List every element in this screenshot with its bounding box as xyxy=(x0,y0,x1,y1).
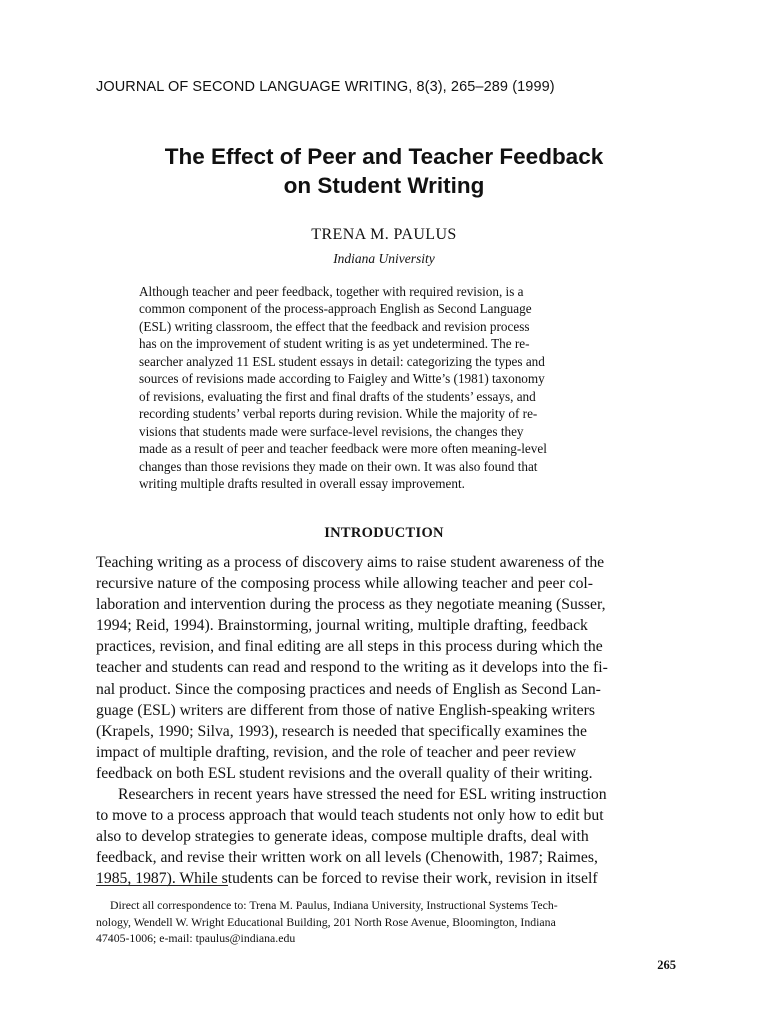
title-line: The Effect of Peer and Teacher Feedback xyxy=(164,144,604,169)
author-name: TRENA M. PAULUS xyxy=(311,226,457,243)
introduction-body xyxy=(96,552,673,890)
body-line: (Krapels, 1990; Silva, 1993), research is needed that specifically examines the xyxy=(96,722,587,740)
footnote-line: 47405-1006; e-mail: tpaulus@indiana.edu xyxy=(96,931,296,945)
abstract-line: searcher analyzed 11 ESL student essays in detail: categorizing the types and xyxy=(139,353,545,369)
body-line: Teaching writing as a process of discovery aims to raise student awareness of the xyxy=(96,554,605,571)
body-line: recursive nature of the composing process while allowing teacher and peer col- xyxy=(96,575,594,593)
body-line: practices, revision, and final editing are all steps in this process during which the xyxy=(96,638,603,656)
abstract-line: changes than those revisions they made on their own. It was also found that xyxy=(139,458,538,474)
body-line: 1994; Reid, 1994). Brainstorming, journal writing, multiple drafting, feedback xyxy=(96,617,588,635)
title-line: on Student Writing xyxy=(283,173,485,198)
author-affiliation: Indiana University xyxy=(333,251,435,266)
body-line: guage (ESL) writers are different from those of native English-speaking writers xyxy=(96,701,595,719)
abstract-line: made as a result of peer and teacher feedback were more often meaning-level xyxy=(139,441,547,457)
body-line: also to develop strategies to generate ideas, compose multiple drafts, deal with xyxy=(96,828,589,846)
abstract-line: of revisions, evaluating the first and final drafts of the students’ essays, and xyxy=(139,388,536,404)
abstract-line: recording students’ verbal reports during revision. While the majority of re- xyxy=(139,406,538,422)
footnote-line: nology, Wendell W. Wright Educational Building, 201 North Rose Avenue, Bloomington, Indiana xyxy=(96,914,556,929)
footnote-line: Direct all correspondence to: Trena M. Paulus, Indiana University, Instructional Systems Tech- xyxy=(110,898,558,912)
section-heading-introduction: INTRODUCTION xyxy=(324,525,444,541)
abstract xyxy=(139,283,637,492)
body-line: 1985, 1987). While students can be forced to revise their work, revision in itself xyxy=(96,870,598,888)
correspondence-footnote xyxy=(96,897,674,947)
body-line: impact of multiple drafting, revision, and the role of teacher and peer review xyxy=(96,743,577,761)
abstract-line: has on the improvement of student writing is as yet undetermined. The re- xyxy=(139,336,530,352)
abstract-line: Although teacher and peer feedback, together with required revision, is a xyxy=(139,284,524,299)
footnote-divider xyxy=(96,885,228,886)
body-line: feedback on both ESL student revisions and the overall quality of their writing. xyxy=(96,764,593,782)
abstract-line: (ESL) writing classroom, the effect that the feedback and revision process xyxy=(139,318,530,334)
body-line: nal product. Since the composing practices and needs of English as Second Lan- xyxy=(96,680,601,698)
abstract-line: visions that students made were surface-level revisions, the changes they xyxy=(139,423,524,439)
page-number: 265 xyxy=(657,958,676,972)
abstract-line: writing multiple drafts resulted in overall essay improvement. xyxy=(139,475,465,491)
body-line: feedback, and revise their written work on all levels (Chenowith, 1987; Raimes, xyxy=(96,849,598,867)
body-line: Researchers in recent years have stressed the need for ESL writing instruction xyxy=(118,786,607,804)
body-line: to move to a process approach that would teach students not only how to edit but xyxy=(96,807,604,825)
body-line: laboration and intervention during the process as they negotiate meaning (Susser, xyxy=(96,596,606,614)
journal-header: JOURNAL OF SECOND LANGUAGE WRITING, 8(3), 265–289 (1999) xyxy=(96,79,555,95)
body-line: teacher and students can read and respond to the writing as it develops into the fi- xyxy=(96,659,608,677)
article-title xyxy=(84,142,684,200)
abstract-line: common component of the process-approach English as Second Language xyxy=(139,301,532,317)
abstract-line: sources of revisions made according to Faigley and Witte’s (1981) taxonomy xyxy=(139,371,545,387)
